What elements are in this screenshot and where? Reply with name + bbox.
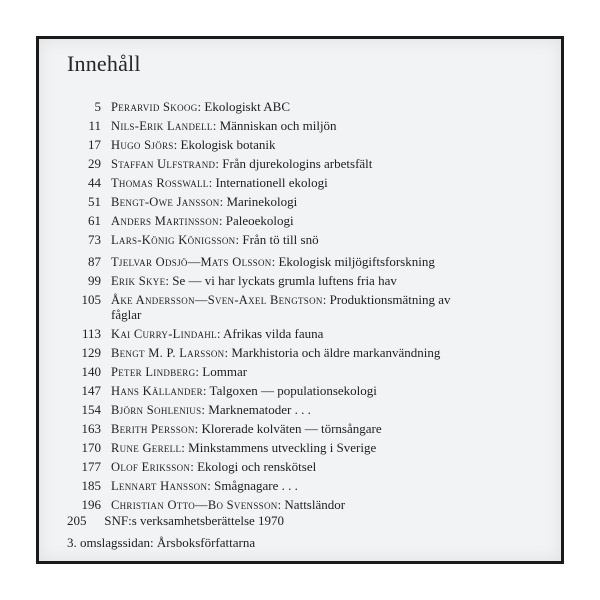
toc-author: Thomas Rosswall bbox=[111, 176, 209, 190]
toc-title: Smågnagare . . . bbox=[214, 478, 298, 493]
toc-page-number: 51 bbox=[88, 194, 101, 209]
toc-title: Ekologi och renskötsel bbox=[197, 459, 317, 474]
toc-entry-text: Peter Lindberg: Lommar bbox=[111, 364, 248, 379]
toc-page-number: 29 bbox=[88, 156, 101, 171]
toc-author: Hans Källander bbox=[111, 384, 203, 398]
toc-entry-text: Erik Skye: Se — vi har lyckats grumla luftens fria hav bbox=[111, 273, 397, 288]
toc-title: Från tö till snö bbox=[242, 232, 319, 247]
toc-page-number: 44 bbox=[88, 175, 101, 190]
toc-title: Internationell ekologi bbox=[215, 175, 328, 190]
toc-entry-text: Bengt M. P. Larsson: Markhistoria och äldre markanvändning bbox=[111, 345, 441, 360]
toc-author: Kai Curry-Lindahl bbox=[111, 327, 217, 341]
toc-title: Talgoxen — populationsekologi bbox=[209, 383, 377, 398]
toc-author: Björn Sohlenius bbox=[111, 403, 202, 417]
toc-author: Lennart Hansson bbox=[111, 479, 208, 493]
toc-entry-text: Lennart Hansson: Smågnagare . . . bbox=[111, 478, 298, 493]
toc-entry-text: Olof Eriksson: Ekologi och renskötsel bbox=[111, 459, 317, 474]
book-page bbox=[39, 39, 561, 561]
toc-entry-text: Perarvid Skoog: Ekologiskt ABC bbox=[111, 99, 290, 114]
toc-entry-text: Hans Källander: Talgoxen — populationsekologi bbox=[111, 383, 377, 398]
toc-entry-text: Berith Persson: Klorerade kolväten — törnsångare bbox=[111, 421, 382, 436]
toc-entry-text: Lars-König Königsson: Från tö till snö bbox=[111, 232, 319, 247]
toc-page-number: 154 bbox=[81, 402, 101, 417]
toc-entry-text: Rune Gerell: Minkstammens utveckling i Sverige bbox=[111, 440, 377, 455]
toc-title: Afrikas vilda fauna bbox=[223, 326, 324, 341]
toc-title: Ekologisk botanik bbox=[180, 137, 276, 152]
toc-author: Staffan Ulfstrand bbox=[111, 157, 216, 171]
toc-page-number: 87 bbox=[88, 254, 101, 269]
snf-entry bbox=[67, 513, 284, 529]
toc-entry-text: Kai Curry-Lindahl: Afrikas vilda fauna bbox=[111, 326, 324, 341]
toc-title: Marknematoder . . . bbox=[208, 402, 311, 417]
toc-title: Marinekologi bbox=[226, 194, 298, 209]
toc-entry-text: Christian Otto—Bo Svensson: Nattsländor bbox=[111, 497, 346, 512]
toc-page-number: 163 bbox=[81, 421, 101, 436]
toc-page-number: 140 bbox=[81, 364, 101, 379]
toc-page-number: 185 bbox=[81, 478, 101, 493]
toc-author: Peter Lindberg bbox=[111, 365, 196, 379]
toc-author: Lars-König Königsson bbox=[111, 233, 236, 247]
toc-entry-text: Staffan Ulfstrand: Från djurekologins arbetsfält bbox=[111, 156, 373, 171]
cover-note: 3. omslagssidan: Årsboksförfattarna bbox=[67, 535, 256, 550]
toc-author: Rune Gerell bbox=[111, 441, 182, 455]
toc-author: Berith Persson bbox=[111, 422, 195, 436]
toc-page-number: 177 bbox=[81, 459, 101, 474]
toc-title: Markhistoria och äldre markanvändning bbox=[231, 345, 441, 360]
toc-author: Hugo Sjörs bbox=[111, 138, 174, 152]
toc-title: Ekologiskt ABC bbox=[204, 99, 290, 114]
toc-title: Från djurekologins arbetsfält bbox=[222, 156, 373, 171]
snf-page-number: 205 bbox=[67, 513, 87, 528]
toc-entry-text: Björn Sohlenius: Marknematoder . . . bbox=[111, 402, 311, 417]
toc-entry-text: Bengt-Owe Jansson: Marinekologi bbox=[111, 194, 298, 209]
toc-page-number: 99 bbox=[88, 273, 101, 288]
toc-entry-text: Hugo Sjörs: Ekologisk botanik bbox=[111, 137, 276, 152]
page-title: Innehåll bbox=[67, 51, 141, 76]
toc-page-number: 147 bbox=[81, 383, 101, 398]
toc-author: Olof Eriksson bbox=[111, 460, 191, 474]
toc-author: Tjelvar Odsjö—Mats Olsson bbox=[111, 255, 272, 269]
toc-title: Nattsländor bbox=[284, 497, 346, 512]
toc-author: Perarvid Skoog bbox=[111, 100, 198, 114]
page-frame bbox=[36, 36, 564, 564]
toc-title: Lommar bbox=[202, 364, 248, 379]
toc-entry-text: Anders Martinsson: Paleoekologi bbox=[111, 213, 294, 228]
toc-title: Människan och miljön bbox=[219, 118, 337, 133]
toc-author: Anders Martinsson bbox=[111, 214, 219, 228]
toc-page-number: 105 bbox=[81, 292, 101, 307]
toc-page-number: 113 bbox=[81, 326, 101, 341]
toc-entry-text: Tjelvar Odsjö—Mats Olsson: Ekologisk miljögiftsforskning bbox=[111, 254, 435, 269]
toc-title: Klorerade kolväten — törnsångare bbox=[201, 421, 382, 436]
toc-author: Bengt-Owe Jansson bbox=[111, 195, 220, 209]
toc-author: Åke Andersson—Sven-Axel Bengtson bbox=[111, 293, 323, 307]
toc-author: Nils-Erik Landell bbox=[111, 119, 213, 133]
toc-title: Paleoekologi bbox=[225, 213, 294, 228]
toc-title: Ekologisk miljögiftsforskning bbox=[278, 254, 435, 269]
toc-title: Se — vi har lyckats grumla luftens fria hav bbox=[172, 273, 397, 288]
toc-page-number: 73 bbox=[88, 232, 101, 247]
toc-author: Erik Skye bbox=[111, 274, 166, 288]
toc-page-number: 61 bbox=[88, 213, 101, 228]
toc-author: Christian Otto—Bo Svensson bbox=[111, 498, 278, 512]
toc-page-number: 5 bbox=[94, 99, 101, 114]
toc-page-number: 17 bbox=[88, 137, 101, 152]
snf-title: SNF:s verksamhetsberättelse 1970 bbox=[104, 513, 285, 528]
toc-title-continuation: fåglar bbox=[111, 307, 142, 322]
toc-title: Minkstammens utveckling i Sverige bbox=[188, 440, 377, 455]
toc-page-number: 196 bbox=[81, 497, 101, 512]
toc-page-number: 129 bbox=[81, 345, 101, 360]
toc-entry-text: Nils-Erik Landell: Människan och miljön bbox=[111, 118, 337, 133]
toc-page-number: 11 bbox=[88, 118, 101, 133]
toc-page-number: 170 bbox=[81, 440, 101, 455]
toc-author: Bengt M. P. Larsson bbox=[111, 346, 225, 360]
toc-entry-text: Thomas Rosswall: Internationell ekologi bbox=[111, 175, 328, 190]
toc-entry-text: Åke Andersson—Sven-Axel Bengtson: Produktionsmätning av bbox=[111, 292, 451, 307]
toc-title: Produktionsmätning av bbox=[329, 292, 451, 307]
